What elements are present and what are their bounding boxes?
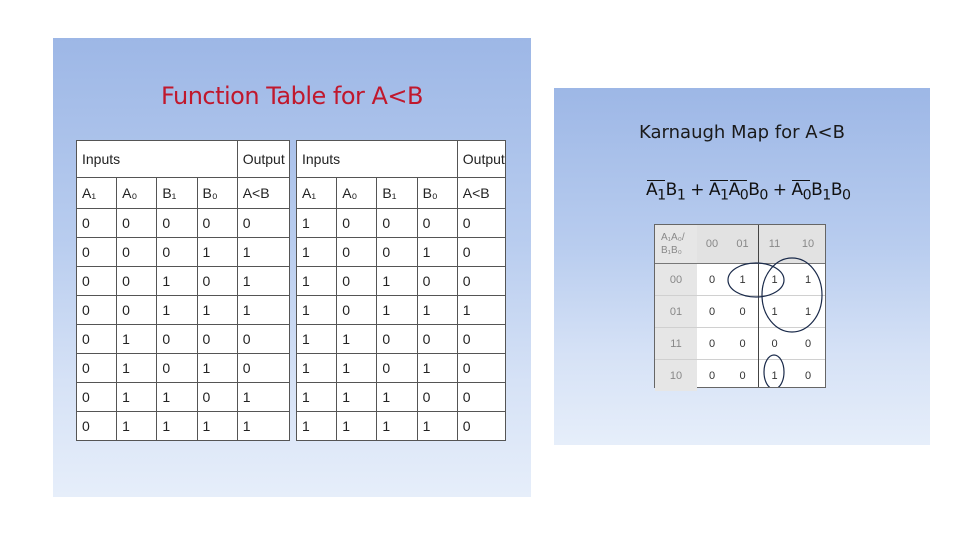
table-cell: 0 [457, 238, 505, 267]
output-header: Output [457, 141, 505, 178]
kmap-cell: 0 [791, 328, 825, 360]
table-cell: 1 [197, 238, 237, 267]
table-cell: 0 [77, 238, 117, 267]
table-cell: 1 [337, 325, 377, 354]
kmap-col-header: 01 [727, 225, 758, 264]
kmap-cell: 0 [727, 328, 758, 360]
table-cell: 0 [417, 383, 457, 412]
kmap-cell: 0 [791, 360, 825, 392]
table-cell: 1 [297, 354, 337, 383]
table-cell: 1 [337, 412, 377, 441]
expr-plus: + [685, 180, 709, 200]
table-cell: 0 [117, 209, 157, 238]
column-header: A₀ [117, 178, 157, 209]
kmap-cell: 1 [758, 296, 791, 328]
kmap-cell: 0 [727, 360, 758, 392]
table-cell: 0 [377, 325, 417, 354]
column-header: A₁ [77, 178, 117, 209]
table-cell: 1 [117, 383, 157, 412]
table-row [77, 325, 290, 354]
column-header: A<B [237, 178, 289, 209]
table-cell: 1 [117, 325, 157, 354]
table-cell: 1 [377, 267, 417, 296]
expr-term-3-a: $A_0$ [791, 180, 812, 204]
table-row [77, 412, 290, 441]
table-cell: 0 [457, 412, 505, 441]
column-header: A₀ [337, 178, 377, 209]
table-row [297, 325, 506, 354]
karnaugh-map [654, 224, 826, 388]
column-header: A<B [457, 178, 505, 209]
table-row [77, 209, 290, 238]
table-cell: 0 [157, 238, 197, 267]
table-cell: 0 [77, 412, 117, 441]
table-cell: 1 [337, 383, 377, 412]
table-cell: 0 [77, 325, 117, 354]
table-cell: 1 [157, 412, 197, 441]
table-cell: 1 [297, 412, 337, 441]
kmap-row-header: 10 [655, 360, 697, 392]
kmap-group-loop [728, 263, 784, 297]
table-cell: 0 [457, 209, 505, 238]
table-cell: 1 [297, 296, 337, 325]
table-cell: 0 [457, 325, 505, 354]
table-cell: 0 [457, 267, 505, 296]
table-row [77, 296, 290, 325]
column-header: A₁ [297, 178, 337, 209]
table-cell: 0 [77, 354, 117, 383]
kmap-cell: 0 [697, 328, 727, 360]
kmap-cell: 0 [697, 296, 727, 328]
table-cell: 1 [377, 383, 417, 412]
kmap-cell: 1 [758, 360, 791, 392]
table-row [297, 238, 506, 267]
expr-term-1-b: $B_1$ [665, 180, 686, 204]
table-cell: 1 [157, 296, 197, 325]
function-table-2 [296, 140, 506, 441]
table-cell: 0 [197, 325, 237, 354]
table-row [297, 354, 506, 383]
table-cell: 0 [457, 383, 505, 412]
table-cell: 1 [117, 354, 157, 383]
table-cell: 0 [197, 209, 237, 238]
table-row [297, 209, 506, 238]
expr-term-3-c: $B_0$ [830, 180, 851, 204]
expr-term-2-a: $A_1$ [708, 180, 729, 204]
kmap-cell: 1 [791, 264, 825, 296]
table-cell: 0 [337, 238, 377, 267]
kmap-cell: 1 [727, 264, 758, 296]
table-cell: 1 [197, 296, 237, 325]
table-cell: 1 [297, 325, 337, 354]
table-cell: 0 [377, 238, 417, 267]
expr-term-1-a: $A_1$ [646, 180, 666, 204]
table-cell: 0 [157, 354, 197, 383]
table-cell: 0 [457, 354, 505, 383]
table-row [297, 383, 506, 412]
table-cell: 0 [117, 267, 157, 296]
kmap-cell: 0 [727, 296, 758, 328]
table-cell: 0 [417, 325, 457, 354]
table-cell: 1 [297, 209, 337, 238]
table-cell: 0 [77, 383, 117, 412]
table-cell: 0 [197, 383, 237, 412]
column-header-row [297, 178, 506, 209]
table-cell: 1 [417, 412, 457, 441]
inputs-header: Inputs [297, 141, 458, 178]
karnaugh-map-title: Karnaugh Map for A<B [639, 122, 845, 143]
karnaugh-map-slide [554, 88, 930, 445]
table-cell: 1 [297, 383, 337, 412]
kmap-cell: 1 [791, 296, 825, 328]
table-cell: 1 [377, 412, 417, 441]
kmap-group-loop [764, 355, 784, 387]
boolean-expression [646, 180, 851, 203]
kmap-groupings [655, 225, 825, 387]
table-cell: 0 [157, 325, 197, 354]
column-header-row [77, 178, 290, 209]
table-cell: 0 [77, 296, 117, 325]
output-header: Output [237, 141, 289, 178]
table-cell: 0 [337, 209, 377, 238]
table-cell: 1 [157, 267, 197, 296]
table-cell: 0 [417, 209, 457, 238]
table-cell: 1 [157, 383, 197, 412]
table-cell: 1 [297, 267, 337, 296]
table-cell: 1 [237, 238, 289, 267]
table-cell: 0 [197, 267, 237, 296]
table-cell: 1 [457, 296, 505, 325]
table-cell: 1 [237, 383, 289, 412]
expr-plus: + [767, 180, 792, 200]
kmap-col-header: 10 [791, 225, 825, 264]
table-cell: 0 [417, 267, 457, 296]
table-cell: 0 [337, 267, 377, 296]
expr-term-2-c: $B_0$ [748, 180, 768, 204]
table-cell: 1 [417, 238, 457, 267]
kmap-cell: 1 [758, 264, 791, 296]
table-cell: 1 [417, 296, 457, 325]
table-cell: 1 [237, 412, 289, 441]
kmap-row-header: 01 [655, 296, 697, 328]
table-row [297, 412, 506, 441]
kmap-row-header: 00 [655, 264, 697, 296]
expr-term-3-b: $B_1$ [811, 180, 831, 204]
expr-term-2-b: $A_0$ [728, 180, 749, 204]
table-cell: 1 [197, 412, 237, 441]
function-table-title: Function Table for A<B [160, 82, 424, 110]
table-row [77, 238, 290, 267]
table-cell: 1 [377, 296, 417, 325]
kmap-cell: 0 [697, 360, 727, 392]
table-cell: 1 [297, 238, 337, 267]
table-cell: 0 [117, 238, 157, 267]
kmap-corner-label: A₁A₀/ B₁B₀ [655, 225, 697, 264]
kmap-col-header: 11 [758, 225, 791, 264]
column-header: B₁ [157, 178, 197, 209]
table-row [297, 267, 506, 296]
table-cell: 1 [417, 354, 457, 383]
table-cell: 1 [197, 354, 237, 383]
table-cell: 0 [77, 209, 117, 238]
kmap-row-header: 11 [655, 328, 697, 360]
table-cell: 0 [237, 209, 289, 238]
table-cell: 0 [337, 296, 377, 325]
kmap-cell: 0 [697, 264, 727, 296]
table-cell: 1 [237, 296, 289, 325]
kmap-cell: 0 [758, 328, 791, 360]
table-cell: 1 [237, 267, 289, 296]
function-table-slide [53, 38, 531, 497]
table-row [77, 383, 290, 412]
table-row [77, 354, 290, 383]
table-cell: 0 [377, 209, 417, 238]
table-cell: 0 [237, 325, 289, 354]
kmap-col-header: 00 [697, 225, 727, 264]
table-cell: 0 [377, 354, 417, 383]
table-cell: 0 [77, 267, 117, 296]
table-cell: 0 [157, 209, 197, 238]
table-row [77, 267, 290, 296]
inputs-header: Inputs [77, 141, 238, 178]
table-cell: 1 [117, 412, 157, 441]
table-row [297, 296, 506, 325]
table-cell: 0 [117, 296, 157, 325]
column-header: B₀ [417, 178, 457, 209]
table-cell: 0 [237, 354, 289, 383]
column-header: B₁ [377, 178, 417, 209]
table-cell: 1 [337, 354, 377, 383]
column-header: B₀ [197, 178, 237, 209]
function-table-1 [76, 140, 290, 441]
